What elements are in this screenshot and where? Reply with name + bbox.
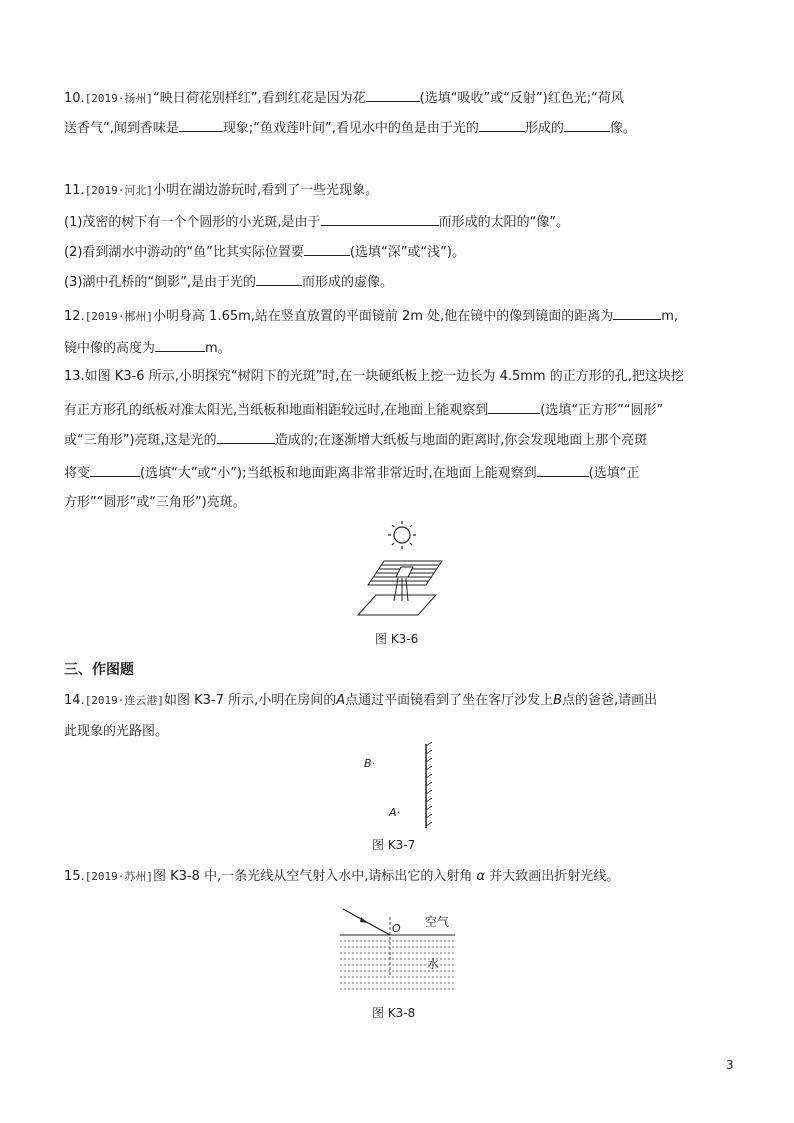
q15-text: 图 K3-8 中,一条光线从空气射入水中,请标出它的入射角 bbox=[153, 869, 473, 884]
section-title: 三、作图题 bbox=[64, 662, 134, 678]
q13-blank-3[interactable] bbox=[90, 464, 140, 477]
page-number: 3 bbox=[726, 1058, 734, 1072]
q10-blank-4[interactable] bbox=[564, 119, 610, 132]
q10-blank-1[interactable] bbox=[366, 89, 420, 102]
q11-line-3 bbox=[64, 243, 465, 261]
q10-number: 10. bbox=[64, 91, 85, 106]
q13-blank-1[interactable] bbox=[488, 401, 540, 414]
q14-number: 14. bbox=[64, 693, 85, 708]
q12-blank-2[interactable] bbox=[155, 339, 205, 352]
q12-text: m。 bbox=[205, 341, 231, 356]
q12-source: [2019·郴州] bbox=[84, 310, 154, 323]
q14-text: 如图 K3-7 所示,小明在房间的 bbox=[164, 693, 337, 708]
q12-text: 镜中像的高度为 bbox=[64, 341, 156, 356]
q14-line-1 bbox=[64, 693, 657, 709]
q13-text: 或“三角形”)亮斑,这是光的 bbox=[64, 433, 217, 448]
q13-text: 有正方形孔的纸板对准太阳光,当纸板和地面相距较远时,在地面上能观察到 bbox=[64, 403, 489, 418]
figure-k3-8-label-o: O bbox=[392, 922, 401, 935]
q15-angle-symbol: α bbox=[476, 869, 486, 884]
q10-text: 像。 bbox=[609, 121, 636, 136]
q11-blank-2[interactable] bbox=[304, 243, 350, 256]
q11-line-2 bbox=[64, 213, 569, 231]
q13-text: 造成的;在逐渐增大纸板与地面的距离时,你会发现地面上那个亮斑 bbox=[274, 433, 648, 448]
sun-icon bbox=[388, 521, 416, 549]
q15-text: 并大致画出折射光线。 bbox=[489, 869, 620, 884]
q11-text: (选填“深”或“浅”)。 bbox=[349, 245, 465, 260]
q10-source: [2019·扬州] bbox=[84, 92, 154, 105]
q12-text: m, bbox=[661, 309, 679, 324]
q11-line-4 bbox=[64, 273, 393, 291]
q10-text: 现象;“鱼戏莲叶间”,看见水中的鱼是由于光的 bbox=[222, 121, 479, 136]
q13-text: (选填“正 bbox=[588, 466, 640, 481]
q11-text: (1)茂密的树下有一个个圆形的小光斑,是由于 bbox=[64, 215, 321, 230]
q13-text: (选填“大”或“小”);当纸板和地面距离非常非常近时,在地面上能观察到 bbox=[140, 466, 537, 481]
q15-source: [2019·苏州] bbox=[84, 870, 154, 883]
figure-k3-8-label-air: 空气 bbox=[425, 915, 450, 929]
q13-text: (选填“正方形”“圆形” bbox=[540, 403, 664, 418]
q11-text: 小明在湖边游玩时,看到了一些光现象。 bbox=[153, 183, 379, 198]
q15-number: 15. bbox=[64, 869, 85, 884]
q14-text: 点通过平面镜看到了坐在客厅沙发上 bbox=[345, 693, 554, 708]
q13-line-3 bbox=[64, 431, 647, 449]
q10-text: “映日荷花别样红”,看到红花是因为花 bbox=[153, 91, 366, 106]
q11-text: 而形成的太阳的“像”。 bbox=[438, 215, 570, 230]
q12-number: 12. bbox=[64, 309, 85, 324]
figure-k3-8-caption: 图 K3-8 bbox=[372, 1006, 416, 1020]
q14-text: 此现象的光路图。 bbox=[64, 724, 169, 739]
q14-line-2 bbox=[64, 724, 168, 740]
q11-blank-1[interactable] bbox=[321, 213, 439, 226]
figure-k3-8 bbox=[335, 895, 465, 995]
q14-source: [2019·连云港] bbox=[84, 694, 165, 707]
figure-k3-6-caption: 图 K3-6 bbox=[375, 632, 419, 646]
figure-k3-7-caption: 图 K3-7 bbox=[372, 838, 416, 852]
q13-text: 13.如图 K3-6 所示,小明探究“树阴下的光斑”时,在一块硬纸板上挖一边长为 4.5mm 的正方形的孔,把这块挖 bbox=[64, 369, 684, 384]
q10-text: 形成的 bbox=[524, 121, 564, 136]
q12-blank-1[interactable] bbox=[613, 307, 661, 320]
q13-line-5 bbox=[64, 495, 246, 511]
q10-text: 送香气”,闻到香味是 bbox=[64, 121, 179, 136]
q13-text: 将变 bbox=[64, 466, 91, 481]
q10-line-2 bbox=[64, 119, 636, 137]
q13-blank-4[interactable] bbox=[537, 464, 589, 477]
q11-line-1 bbox=[64, 183, 378, 199]
q10-blank-2[interactable] bbox=[179, 119, 223, 132]
q14-text: 点的爸爸,请画出 bbox=[562, 693, 658, 708]
q10-blank-3[interactable] bbox=[479, 119, 525, 132]
q12-line-1 bbox=[64, 307, 678, 325]
cardboard-with-hole bbox=[368, 561, 442, 585]
q15-line-1 bbox=[64, 869, 619, 885]
q14-point-b: B bbox=[553, 693, 563, 708]
q11-number: 11. bbox=[64, 183, 85, 198]
mirror-hatching bbox=[426, 742, 432, 826]
figure-k3-7-label-a: A· bbox=[389, 806, 401, 819]
q13-line-1 bbox=[64, 369, 684, 385]
q11-text: (3)湖中孔桥的“倒影”,是由于光的 bbox=[64, 275, 257, 290]
q10-line-1 bbox=[64, 89, 624, 107]
arrow-icon bbox=[360, 917, 368, 923]
figure-k3-6 bbox=[350, 515, 450, 625]
q10-text: (选填“吸收”或“反射”)红色光;“荷风 bbox=[419, 91, 624, 106]
q11-text: (2)看到湖水中游动的“鱼”比其实际位置要 bbox=[64, 245, 304, 260]
q13-line-4 bbox=[64, 464, 639, 482]
q13-text: 方形”“圆形”或“三角形”)亮斑。 bbox=[64, 495, 246, 510]
q11-source: [2019·河北] bbox=[84, 184, 154, 197]
figure-k3-8-label-water: 水 bbox=[427, 957, 440, 971]
q14-point-a: A bbox=[336, 693, 346, 708]
q13-line-2 bbox=[64, 401, 663, 419]
q11-text: 而形成的虚像。 bbox=[302, 275, 394, 290]
q13-blank-2[interactable] bbox=[217, 431, 275, 444]
ground-plane bbox=[358, 595, 436, 615]
figure-k3-7-label-b: B· bbox=[364, 757, 376, 770]
q12-line-2 bbox=[64, 339, 231, 357]
q11-blank-3[interactable] bbox=[256, 273, 302, 286]
q12-text: 小明身高 1.65m,站在竖直放置的平面镜前 2m 处,他在镜中的像到镜面的距离为 bbox=[153, 309, 614, 324]
